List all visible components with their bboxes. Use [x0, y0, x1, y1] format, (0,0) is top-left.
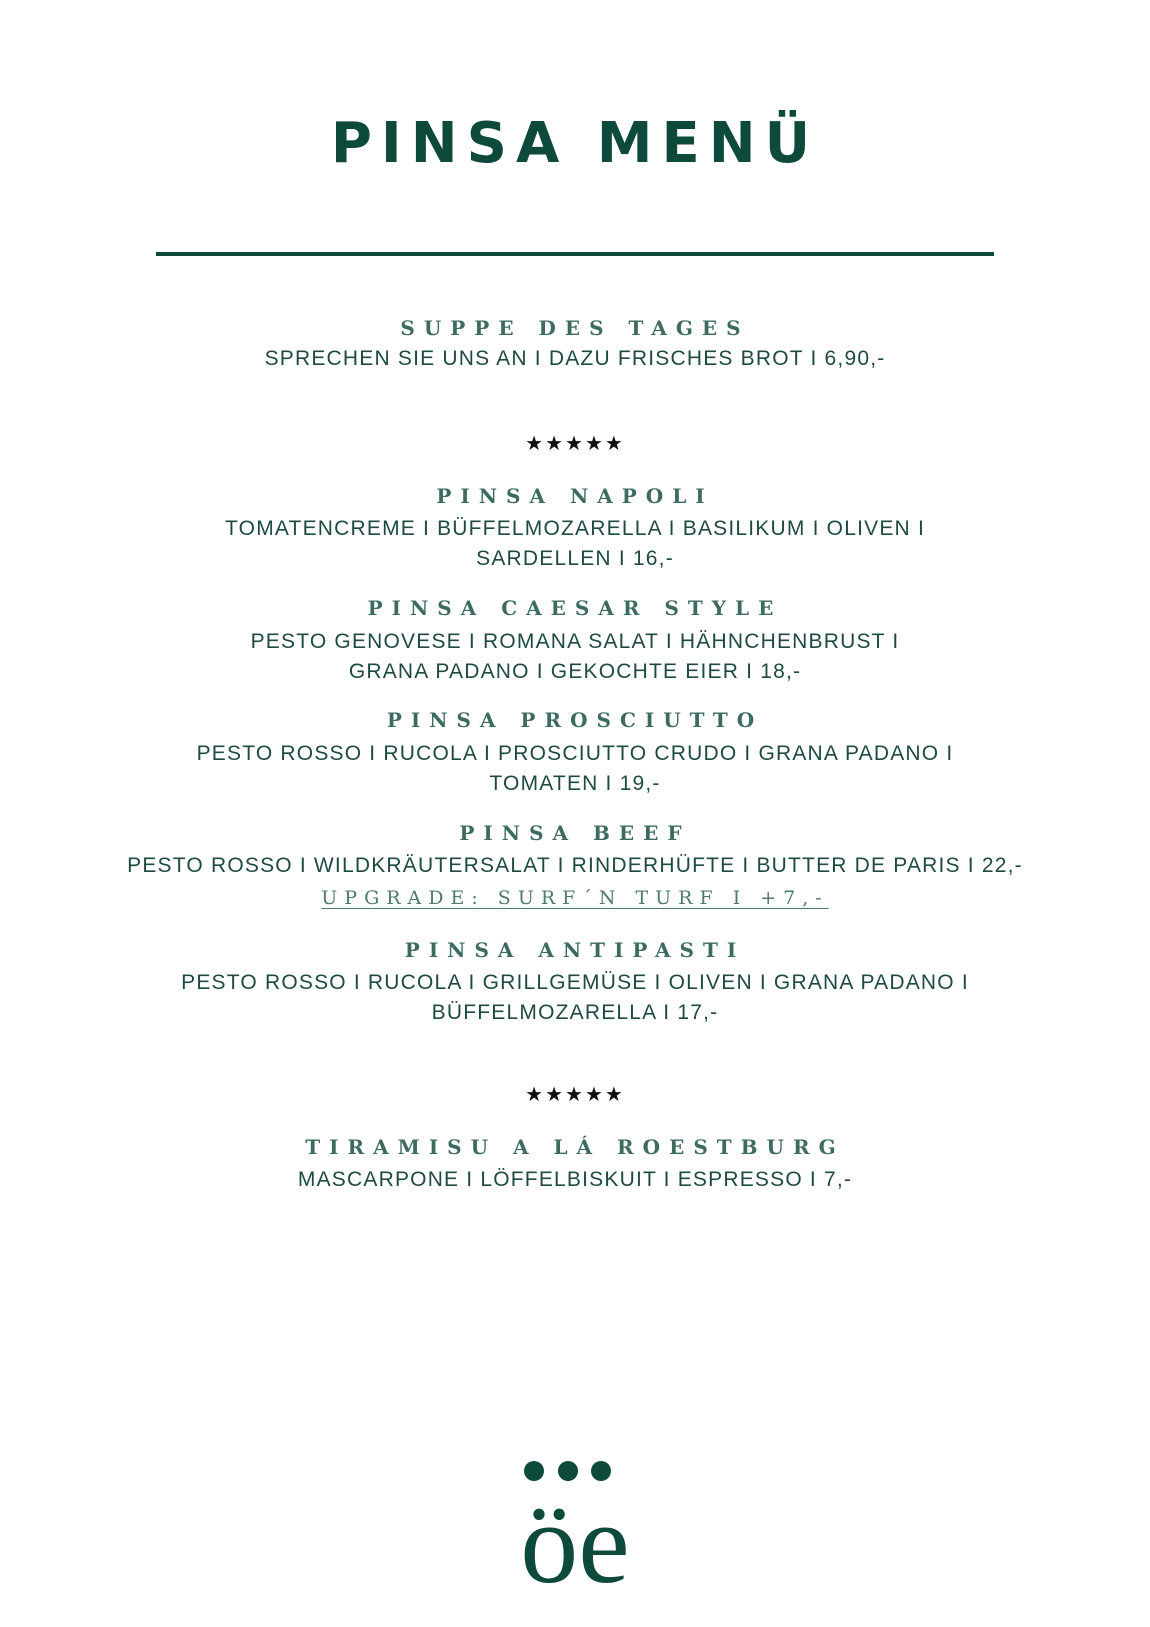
pinsa-napoli-desc-line1: TOMATENCREME I BÜFFELMOZARELLA I BASILIKUM I OLIVEN I	[225, 517, 925, 540]
pinsa-antipasti-desc-line1: PESTO ROSSO I RUCOLA I GRILLGEMÜSE I OLIVEN I GRANA PADANO I	[181, 971, 969, 994]
dessert-description: MASCARPONE I LÖFFELBISKUIT I ESPRESSO I 7,-	[297, 1168, 853, 1191]
menu-title: PINSA MENÜ	[330, 111, 820, 176]
title-divider	[156, 252, 994, 256]
pinsa-antipasti-desc-line2: BÜFFELMOZARELLA I 17,-	[431, 1001, 719, 1024]
brand-logo-letters: öe	[520, 1480, 630, 1588]
pinsa-prosciutto-name: PINSA PROSCIUTTO	[386, 708, 764, 732]
pinsa-caesar-name: PINSA CAESAR STYLE	[367, 596, 783, 620]
pinsa-antipasti-name: PINSA ANTIPASTI	[404, 938, 746, 962]
pinsa-prosciutto-desc-line1: PESTO ROSSO I RUCOLA I PROSCIUTTO CRUDO I GRANA PADANO I	[196, 742, 954, 765]
star-divider-bottom: ★★★★★	[525, 1082, 625, 1106]
pinsa-beef-upgrade-text: UPGRADE: SURF´N TURF I +7,-	[321, 887, 829, 909]
pinsa-prosciutto-desc-line2: TOMATEN I 19,-	[489, 772, 661, 795]
soup-name: SUPPE DES TAGES	[400, 316, 750, 340]
pinsa-caesar-desc-line2: GRANA PADANO I GEKOCHTE EIER I 18,-	[348, 660, 802, 683]
pinsa-beef-name: PINSA BEEF	[459, 821, 691, 845]
dessert-name: TIRAMISU A LÁ ROESTBURG	[305, 1135, 845, 1159]
pinsa-beef-desc-line1: PESTO ROSSO I WILDKRÄUTERSALAT I RINDERHÜFTE I BUTTER DE PARIS I 22,-	[127, 854, 1023, 877]
soup-description: SPRECHEN SIE UNS AN I DAZU FRISCHES BROT I 6,90,-	[264, 347, 886, 370]
pinsa-napoli-desc-line2: SARDELLEN I 16,-	[476, 547, 674, 570]
pinsa-beef-upgrade	[0, 885, 1150, 911]
star-divider-top: ★★★★★	[525, 431, 625, 455]
pinsa-napoli-name: PINSA NAPOLI	[436, 484, 714, 508]
brand-logo	[505, 1458, 645, 1588]
pinsa-caesar-desc-line1: PESTO GENOVESE I ROMANA SALAT I HÄHNCHENBRUST I	[250, 630, 900, 653]
